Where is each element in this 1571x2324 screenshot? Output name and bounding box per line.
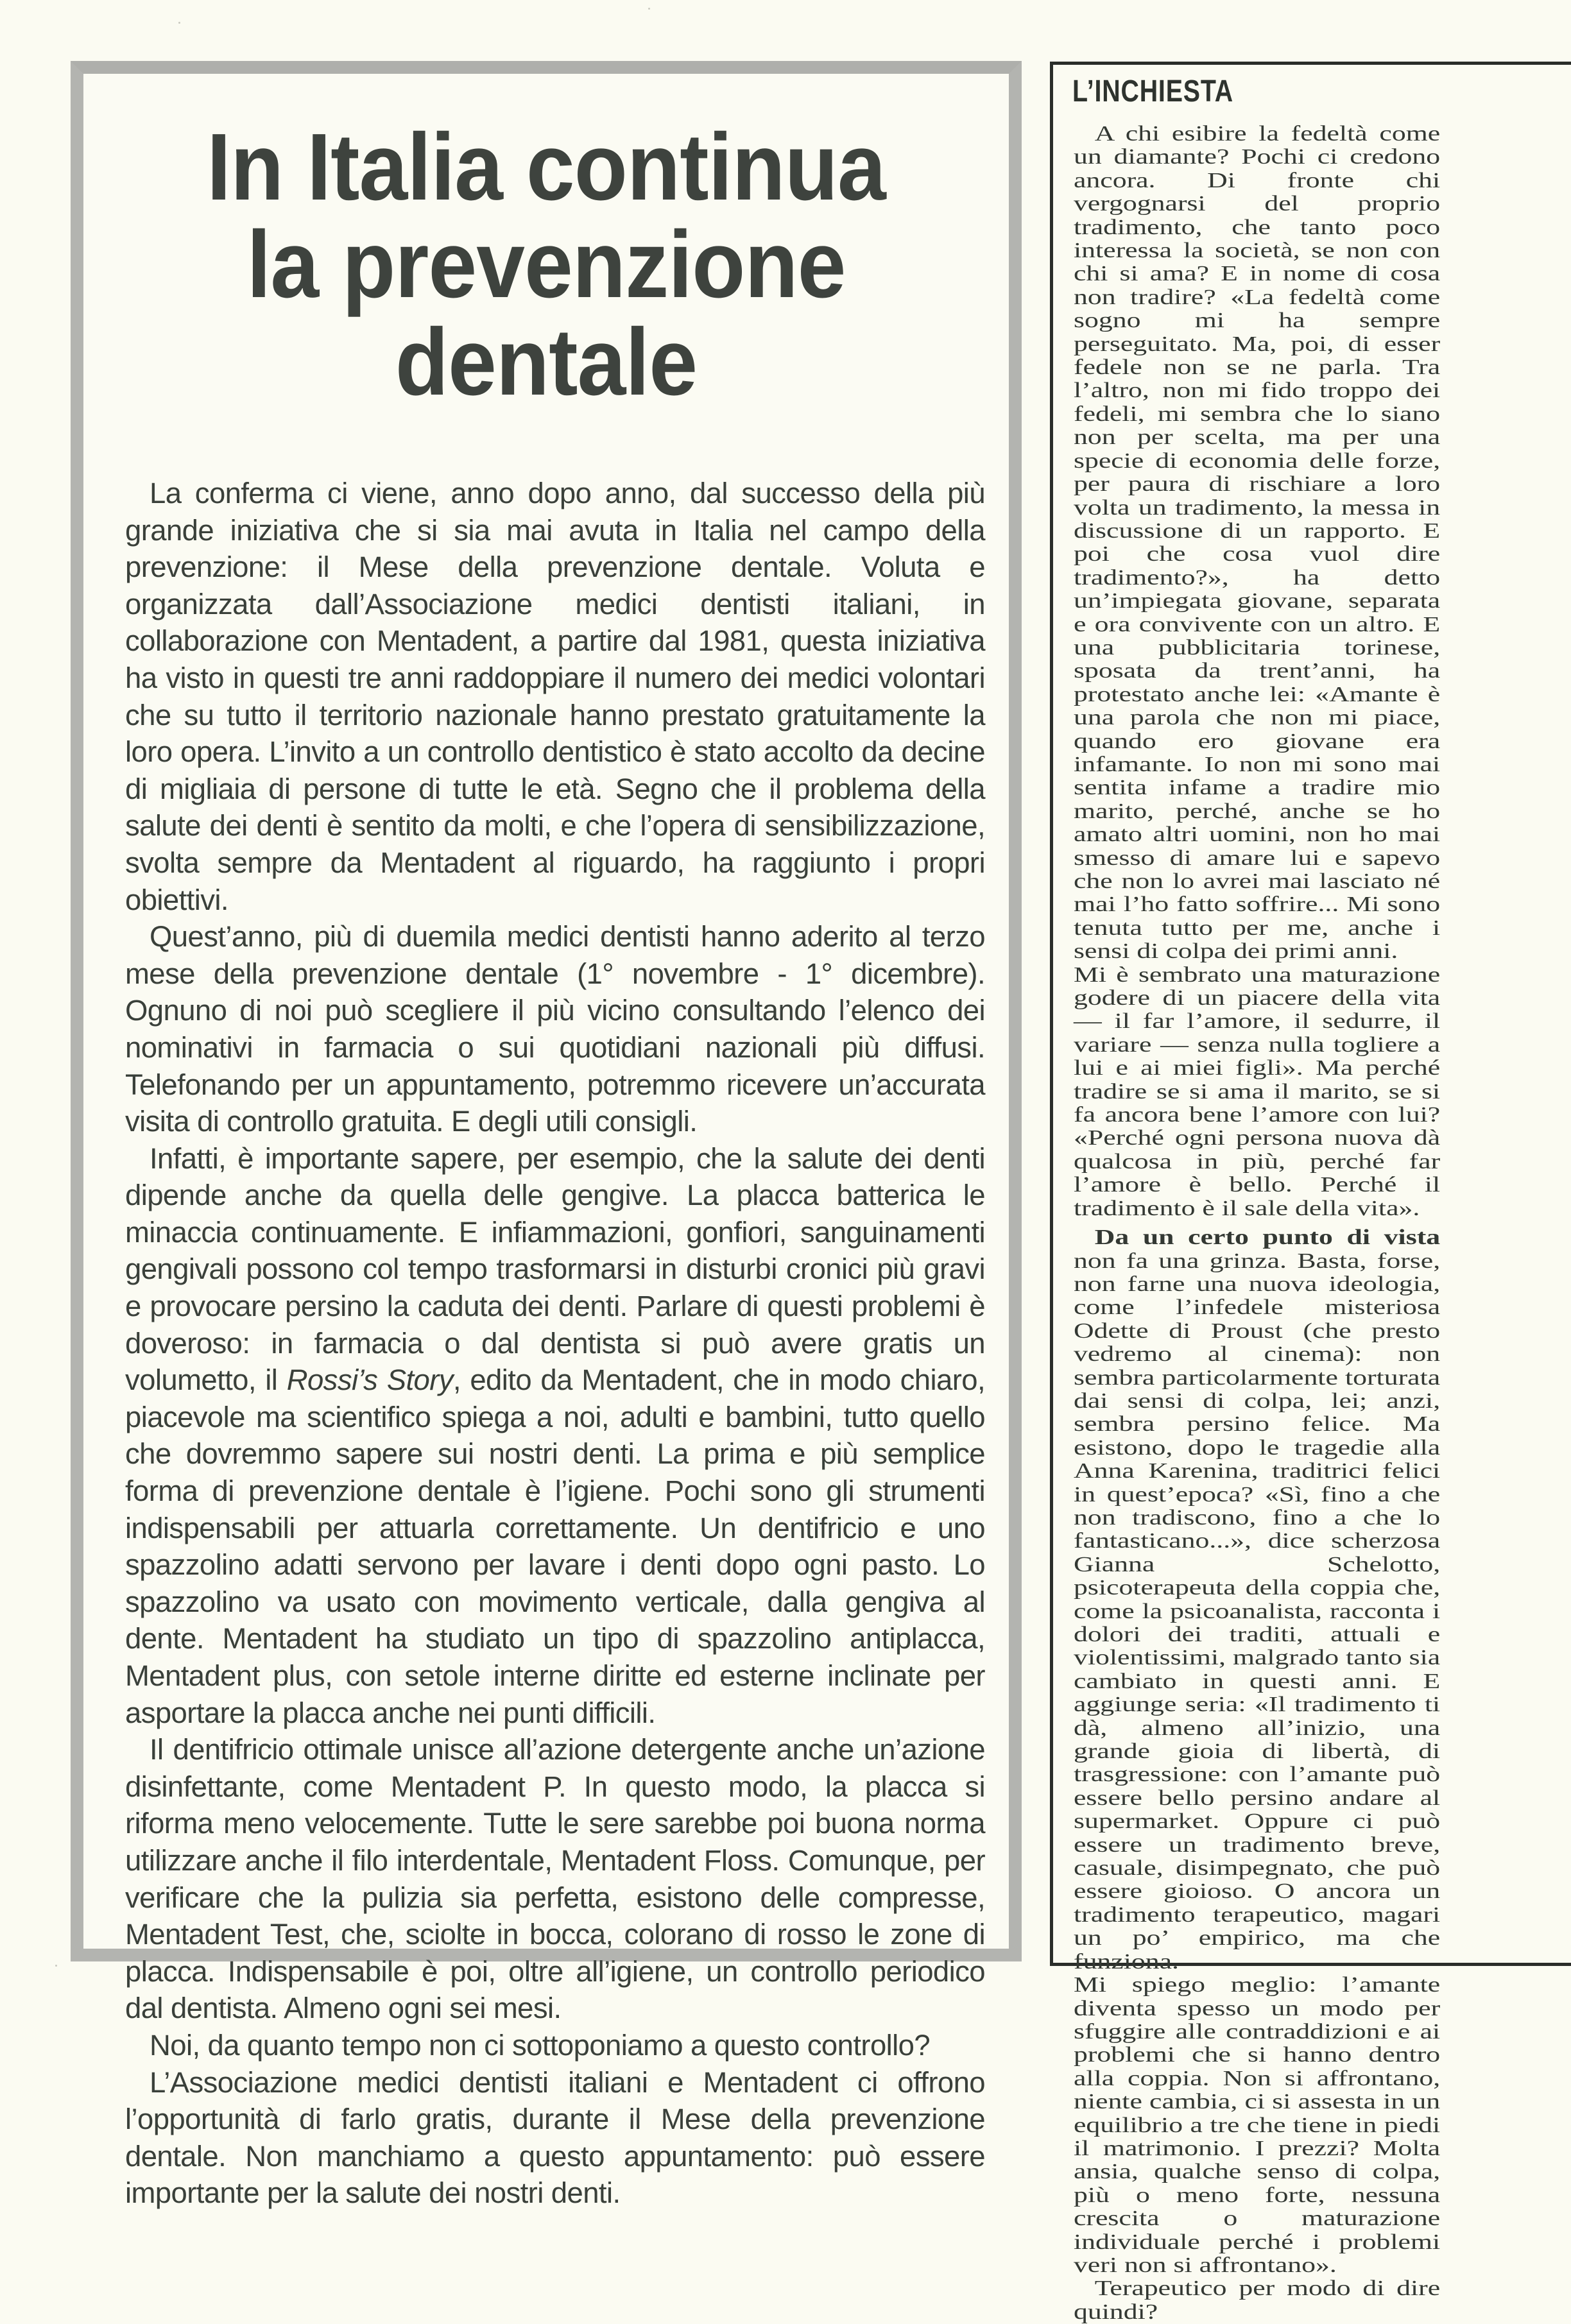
article-paragraph: Noi, da quanto tempo non ci sottoponiamo a questo controllo? bbox=[150, 2028, 931, 2062]
article-title bbox=[121, 114, 972, 415]
title-line-1: In Italia continua bbox=[207, 114, 886, 220]
title-line-2: la prevenzione bbox=[246, 212, 846, 318]
article-body bbox=[125, 475, 985, 2212]
sidebar-paragraph: Mi spiego meglio: l’amante diventa spesso un modo per sfuggire alle contraddizioni e ai problemi che si hanno dentro alla coppia. Non si affrontano, niente cambia, ci si assesta in un equilibrio a tre che tiene in piedi il matrimonio. I prezzi? Molta ansia, qualche senso di colpa, più o meno forte, nessuna crescita o maturazione individuale perché i problemi veri non si affrontano». bbox=[1074, 1973, 1441, 2277]
print-speck bbox=[648, 8, 650, 10]
sidebar-paragraph: A chi esibire la fedeltà come un diamante? Pochi ci credono ancora. Di fronte chi vergognarsi del proprio tradimento, che tanto poco interessa la società, se non con chi si ama? E in nome di cosa non tradire? «La fedeltà come sogno mi ha sempre perseguitato. Ma, poi, di esser fedele non se ne parla. Tra l’altro, non mi fido troppo dei fedeli, mi sembra che lo siano non per scelta, ma per una specie di economia delle forze, per paura di rischiare a loro volta un tradimento, la messa in discussione di un rapporto. E poi che cosa vuol dire tradimento?», ha detto un’impiegata giovane, separata e ora convivente con un altro. E una pubblicitaria torinese, sposata da trent’anni, ha protestato anche lei: «Amante è una parola che non mi piace, quando ero giovane era infamante. Io non mi sono mai sentita infame a tradire mio marito, perché, anche se ho amato altri uomini, non ho mai smesso di amare lui e sapevo che non lo avrei mai lasciato né mai l’ho fatto soffrire... Mi sono tenuta tutto per me, anche i sensi di colpa dei primi anni. bbox=[1074, 122, 1441, 964]
paragraph-text: Infatti, è importante sapere, per esempio, che la salute dei denti dipende anche da quella delle gengive. La placca batterica le minaccia continuamente. E infiammazioni, gonfiori, sanguinamenti gengivali possono col tempo trasformarsi in disturbi cronici più gravi e provocare persino la caduta dei denti. Parlare di questi problemi è doveroso: in farmacia o dal dentista si può avere gratis un volumetto, il bbox=[125, 1141, 985, 1397]
article-paragraph: La conferma ci viene, anno dopo anno, dal successo della più grande iniziativa che si sia mai avuta in Italia nel campo della prevenzione: il Mese della prevenzione dentale. Voluta e organizzata dall’Associazione medici dentisti italiani, in collaborazione con Mentadent, a partire dal 1981, questa iniziativa ha visto in questi tre anni raddoppiare il numero dei medici volontari che su tutto il territorio nazionale hanno prestato gratuitamente la loro opera. L’invito a un controllo dentistico è stato accolto da decine di migliaia di persone di tutte le età. Segno che il problema della salute dei denti è sentito da molti, e che l’opera di sensibilizzazione, svolta sempre da Mentadent al riguardo, ha raggiunto i propri obiettivi. bbox=[125, 477, 985, 916]
sidebar-box bbox=[1050, 62, 1571, 2324]
paragraph-text: , edito da Mentadent, che in modo chiaro, piacevole ma scientifico spiega a noi, adulti e bambini, tutto quello che dovremmo sapere sui nostri denti. La prima e più semplice forma di prevenzione dentale è l’igiene. Pochi sono gli strumenti indispensabili per attuarla correttamente. Un dentifricio e uno spazzolino adatti servono per lavare i denti dopo ogni pasto. Lo spazzolino va usato con movimento verticale, dalla gengiva al dente. Mentadent ha studiato un tipo di spazzolino antiplacca, Mentadent plus, con setole interne diritte ed esterne inclinate per asportare la placca anche nei punti difficili. bbox=[125, 1363, 985, 1729]
print-speck bbox=[178, 22, 180, 24]
title-line-3: dentale bbox=[395, 309, 698, 415]
sidebar-paragraph: Mi è sembrato una maturazione godere di un piacere della vita — il far l’amore, il sedurre, il variare — senza nulla togliere a lui e ai miei figli». Ma perché tradire se si ama il marito, se si fa ancora bene l’amore con lui? «Perché ogni persona nuova dà qualcosa in più, perché far l’amore è bello. Perché il tradimento è il sale della vita». bbox=[1074, 962, 1441, 1220]
article-paragraph: L’Associazione medici dentisti italiani e Mentadent ci offrono l’opportunità di farlo gratis, durante il Mese della prevenzione dentale. Non manchiamo a questo appuntamento: può essere importante per la salute dei nostri denti. bbox=[125, 2065, 985, 2210]
article-paragraph: Quest’anno, più di duemila medici dentisti hanno aderito al terzo mese della prevenzione dentale (1° novembre - 1° dicembre). Ognuno di noi può scegliere il più vicino consultando l’elenco dei nominativi in farmacia o sui quotidiani nazionali più diffusi. Telefonando per un appuntamento, potremmo ricevere un’accurata visita di controllo gratuita. E degli utili consigli. bbox=[125, 920, 985, 1138]
print-speck bbox=[55, 1965, 57, 1967]
sidebar-paragraph bbox=[1074, 1226, 1440, 1974]
article-paragraph: Il dentifricio ottimale unisce all’azione detergente anche un’azione disinfettante, come Mentadent P. In questo modo, la placca si riforma meno velocemente. Tutte le sere sarebbe poi buona norma utilizzare anche il filo interdentale, Mentadent Floss. Comunque, per verificare che la pulizia sia perfetta, esistono delle compresse, Mentadent Test, che, sciolte in bocca, colorano di rosso le zone di placca. Indispensabile è poi, oltre all’igiene, un controllo periodico dal dentista. Almeno ogni sei mesi. bbox=[125, 1733, 985, 2025]
sidebar-paragraph: Terapeutico per modo di dire quindi? bbox=[1074, 2277, 1441, 2324]
sidebar-bold-lead: Da un certo punto di vista bbox=[1094, 1226, 1441, 1250]
article-frame bbox=[71, 61, 1022, 2210]
article-paragraph bbox=[125, 1140, 985, 1732]
paragraph-text: non fa una grinza. Basta, forse, non farne una nuova ideologia, come l’infedele misteriosa Odette di Proust (che presto vedremo al cinema): non sembra particolarmente torturata dai sensi di colpa, lei; anzi, sembra persino felice. Ma esistono, dopo le tragedie alla Anna Karenina, traditrici felici in quest’epoca? «Sì, fino a che non tradiscono, fino a che lo fantasticano...», dice scherzosa Gianna Schelotto, psicoterapeuta della coppia che, come la psicoanalista, racconta i dolori dei traditi, attuali e violentissimi, malgrado tanto sia cambiato in questi anni. E aggiunge seria: «Il tradimento ti dà, almeno all’inizio, una grande gioia di libertà, di trasgressione: con l’amante può essere bello persino andare al supermarket. Oppure ci può essere un tradimento breve, casuale, disimpegnato, che può essere gioioso. O ancora un tradimento terapeutico, magari un po’ empirico, ma che funziona. bbox=[1074, 1249, 1441, 1974]
book-title: Rossi’s Story bbox=[286, 1363, 453, 1397]
sidebar-body bbox=[1074, 122, 1441, 2324]
sidebar-kicker: L’INCHIESTA bbox=[1072, 74, 1234, 108]
